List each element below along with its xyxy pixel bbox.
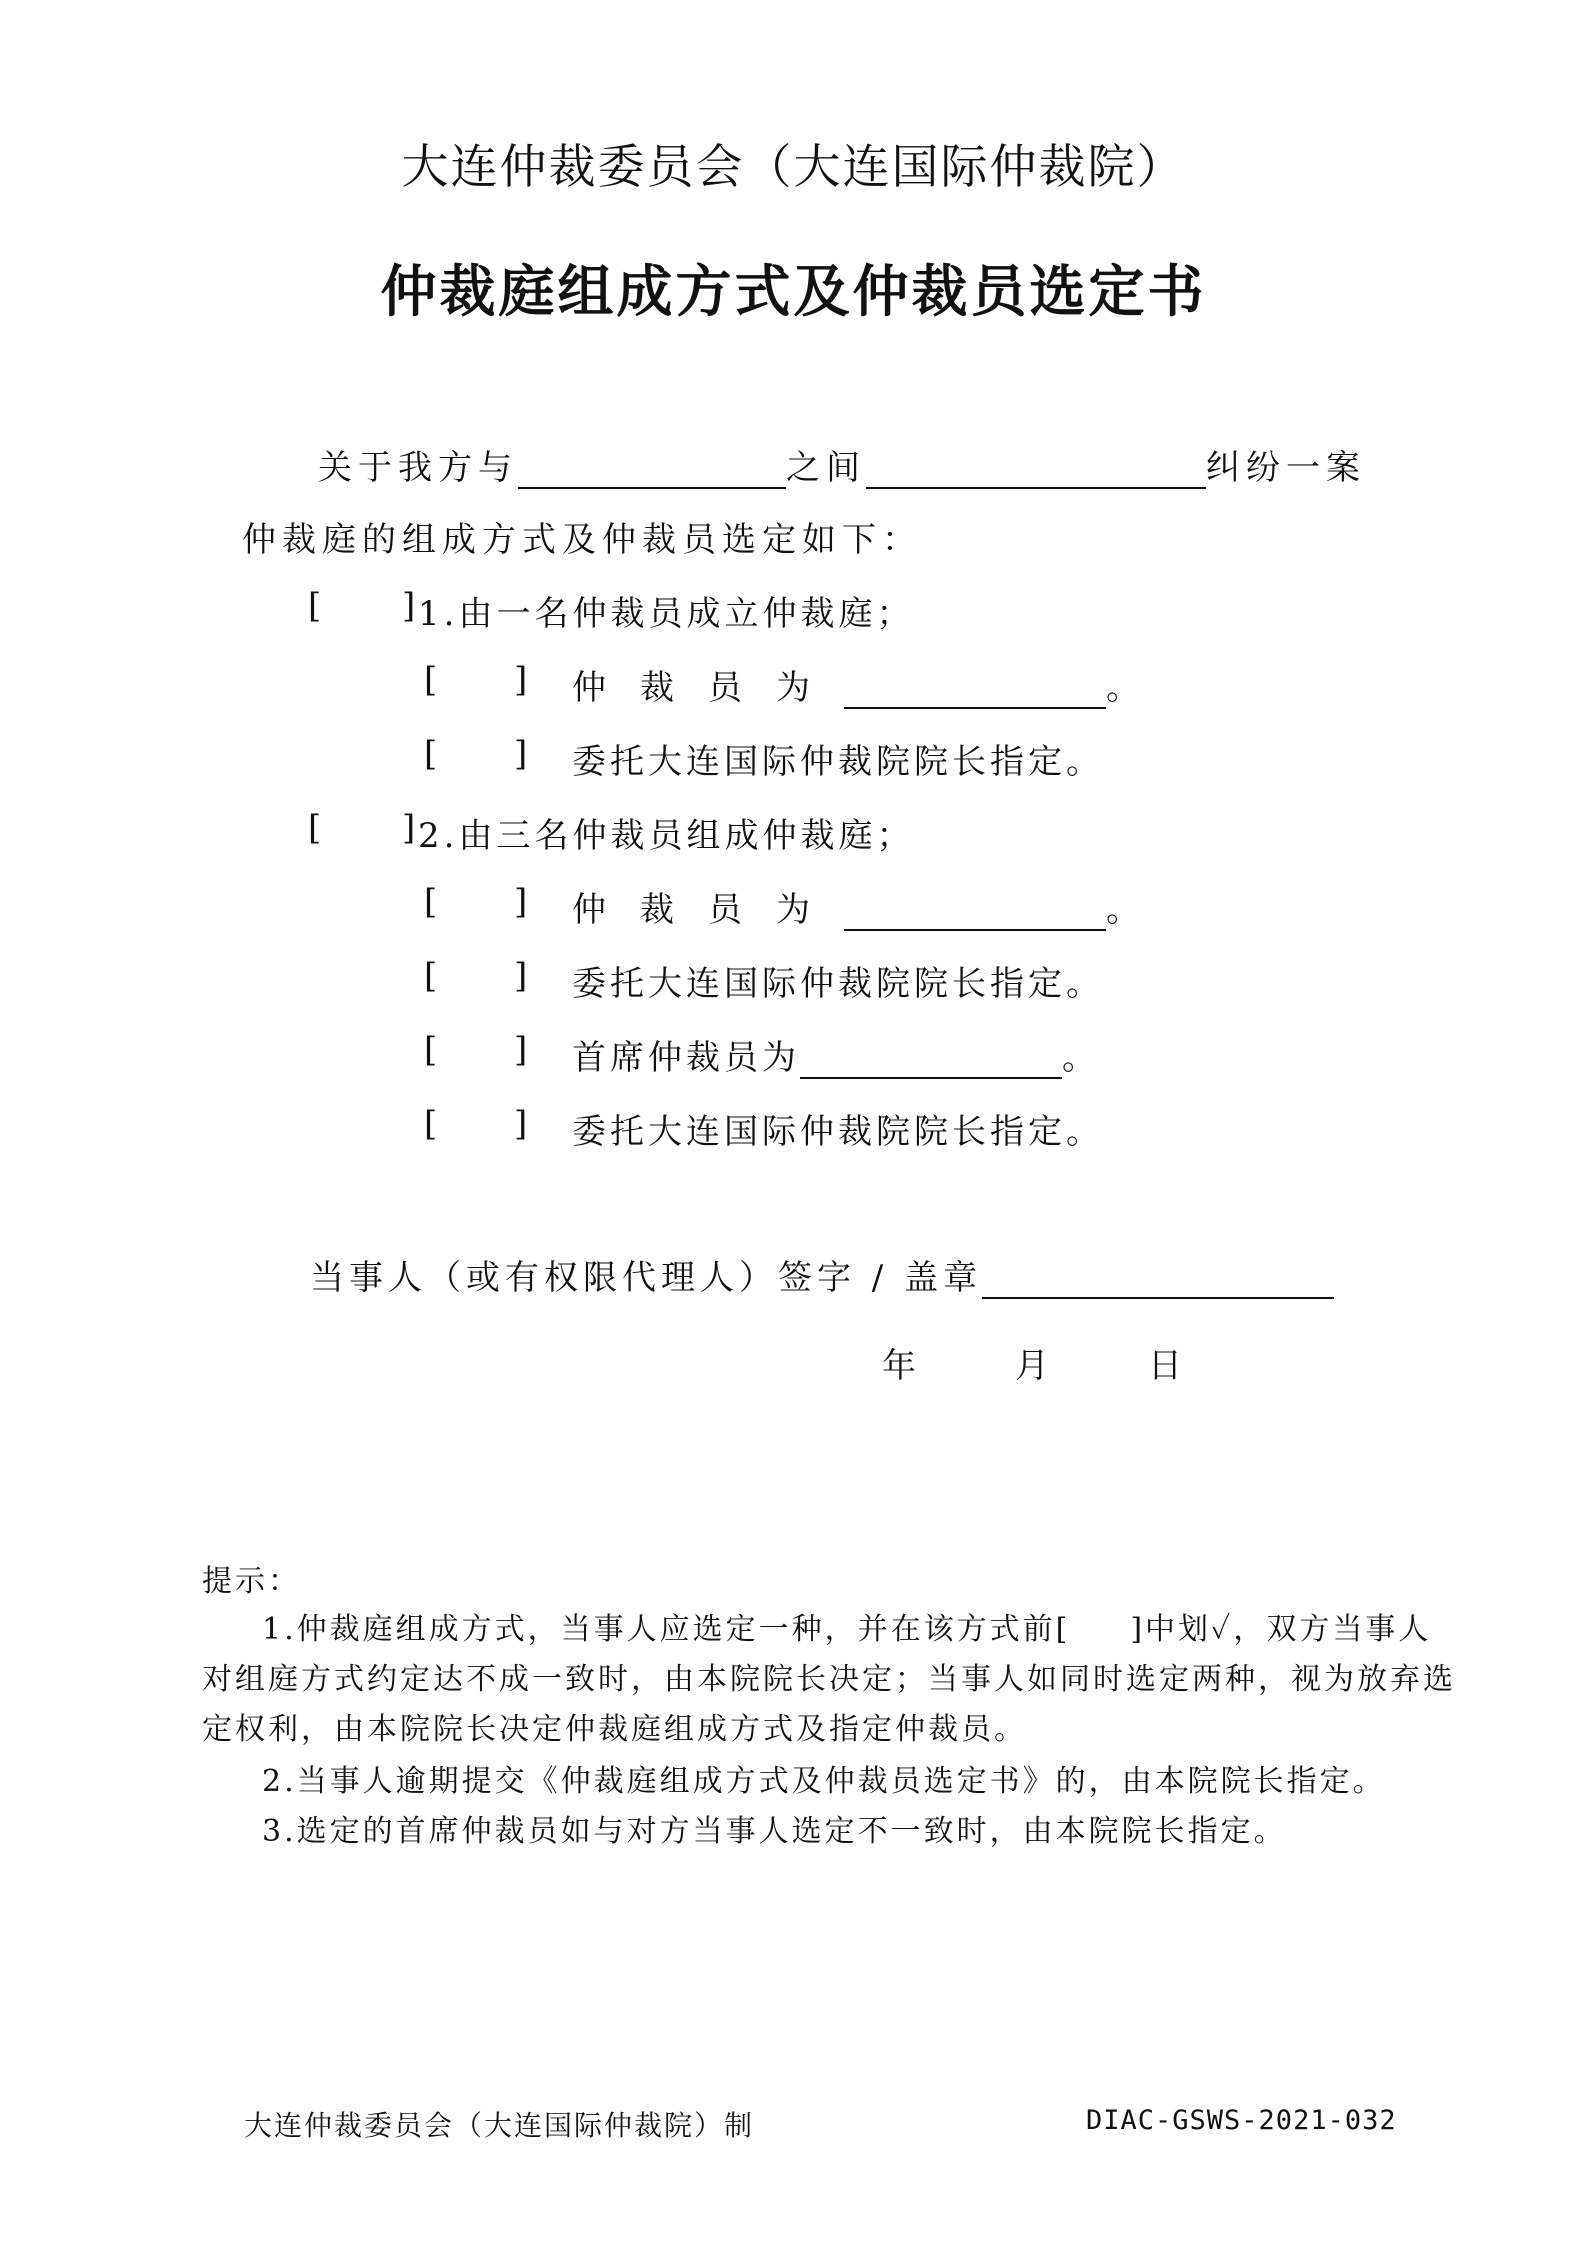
period: 。 bbox=[1106, 668, 1146, 708]
option1-bracket-close: ] bbox=[402, 586, 416, 626]
option2-sub1-bracket-open: [ bbox=[424, 882, 438, 922]
tip1-line3: 定权利，由本院院长决定仲裁庭组成方式及指定仲裁员。 bbox=[202, 1712, 1027, 1747]
option1-checkbox[interactable] bbox=[330, 586, 400, 628]
option2-sub4-bracket-close: ] bbox=[514, 1104, 528, 1144]
option2-sub1-label: 仲裁员为 bbox=[572, 890, 844, 930]
option2-sub3-bracket-close: ] bbox=[514, 1030, 528, 1070]
intro-part2: 之间 bbox=[786, 448, 866, 488]
intro-line2: 仲裁庭的组成方式及仲裁员选定如下： bbox=[242, 520, 922, 560]
arbitrator-name-field[interactable] bbox=[844, 669, 1106, 709]
option2-sub4-label: 委托大连国际仲裁院院长指定。 bbox=[572, 1112, 1104, 1152]
option2-sub1-line bbox=[572, 882, 1146, 931]
option1-sub1-bracket-open: [ bbox=[424, 660, 438, 700]
signature-label: 当事人（或有权限代理人）签字 / 盖章 bbox=[310, 1258, 983, 1298]
option2-sub1-bracket-close: ] bbox=[514, 882, 528, 922]
option1-bracket-open: [ bbox=[308, 586, 322, 626]
option1-sub2-bracket-open: [ bbox=[424, 734, 438, 774]
signature-field[interactable] bbox=[982, 1259, 1334, 1299]
option2-sub2-checkbox[interactable] bbox=[446, 956, 512, 998]
tip1-line1 bbox=[262, 1604, 1431, 1648]
option2-sub2-bracket-close: ] bbox=[514, 956, 528, 996]
date-year-label: 年 bbox=[882, 1346, 922, 1386]
tips-title: 提示： bbox=[202, 1564, 301, 1599]
option2-sub4-bracket-open: [ bbox=[424, 1104, 438, 1144]
document-title: 仲裁庭组成方式及仲裁员选定书 bbox=[380, 259, 1207, 325]
option1-sub1-line bbox=[572, 660, 1146, 709]
tip1-line2: 对组庭方式约定达不成一致时，由本院院长决定；当事人如同时选定两种，视为放弃选 bbox=[202, 1662, 1456, 1697]
option2-label: 2.由三名仲裁员组成仲裁庭； bbox=[418, 816, 915, 856]
option1-sub1-label: 仲裁员为 bbox=[572, 668, 844, 708]
date-month-label: 月 bbox=[1015, 1346, 1055, 1386]
tip3: 3.选定的首席仲裁员如与对方当事人选定不一致时，由本院院长指定。 bbox=[262, 1814, 1287, 1849]
footer-issuer: 大连仲裁委员会（大连国际仲裁院）制 bbox=[244, 2109, 755, 2142]
date-day-label: 日 bbox=[1148, 1346, 1188, 1386]
tip1-part-b: ]中划✓，双方当事人 bbox=[1130, 1612, 1432, 1647]
organization-title: 大连仲裁委员会（大连国际仲裁院） bbox=[401, 140, 1186, 195]
dispute-type-field[interactable] bbox=[866, 449, 1206, 489]
option2-checkbox[interactable] bbox=[330, 808, 400, 850]
option2-sub2-bracket-open: [ bbox=[424, 956, 438, 996]
tip2: 2.当事人逾期提交《仲裁庭组成方式及仲裁员选定书》的，由本院院长指定。 bbox=[262, 1764, 1386, 1799]
intro-part1: 关于我方与 bbox=[318, 448, 518, 488]
option2-sub4-checkbox[interactable] bbox=[446, 1104, 512, 1146]
footer-document-code: DIAC-GSWS-2021-032 bbox=[1086, 2105, 1397, 2136]
opponent-name-field[interactable] bbox=[518, 449, 786, 489]
signature-line bbox=[310, 1250, 1334, 1299]
option1-sub1-bracket-close: ] bbox=[514, 660, 528, 700]
option1-sub1-checkbox[interactable] bbox=[446, 660, 512, 702]
period: 。 bbox=[1106, 890, 1146, 930]
intro-part3: 纠纷一案 bbox=[1206, 448, 1366, 488]
option2-sub3-bracket-open: [ bbox=[424, 1030, 438, 1070]
option1-sub2-checkbox[interactable] bbox=[446, 734, 512, 776]
option2-sub3-checkbox[interactable] bbox=[446, 1030, 512, 1072]
option1-sub2-bracket-close: ] bbox=[514, 734, 528, 774]
option2-bracket-open: [ bbox=[308, 808, 322, 848]
period: 。 bbox=[1062, 1038, 1100, 1078]
option1-label: 1.由一名仲裁员成立仲裁庭； bbox=[418, 594, 915, 634]
tip1-part-a: 1.仲裁庭组成方式，当事人应选定一种，并在该方式前[ bbox=[262, 1612, 1071, 1647]
option2-sub3-label: 首席仲裁员为 bbox=[572, 1038, 800, 1078]
intro-line bbox=[318, 440, 1366, 489]
option2-sub1-checkbox[interactable] bbox=[446, 882, 512, 924]
option2-sub3-line bbox=[572, 1030, 1100, 1079]
option2-sub2-label: 委托大连国际仲裁院院长指定。 bbox=[572, 964, 1104, 1004]
option2-bracket-close: ] bbox=[402, 808, 416, 848]
option1-sub2-label: 委托大连国际仲裁院院长指定。 bbox=[572, 742, 1104, 782]
arbitrator2-name-field[interactable] bbox=[844, 891, 1106, 931]
presiding-arbitrator-field[interactable] bbox=[800, 1039, 1062, 1079]
